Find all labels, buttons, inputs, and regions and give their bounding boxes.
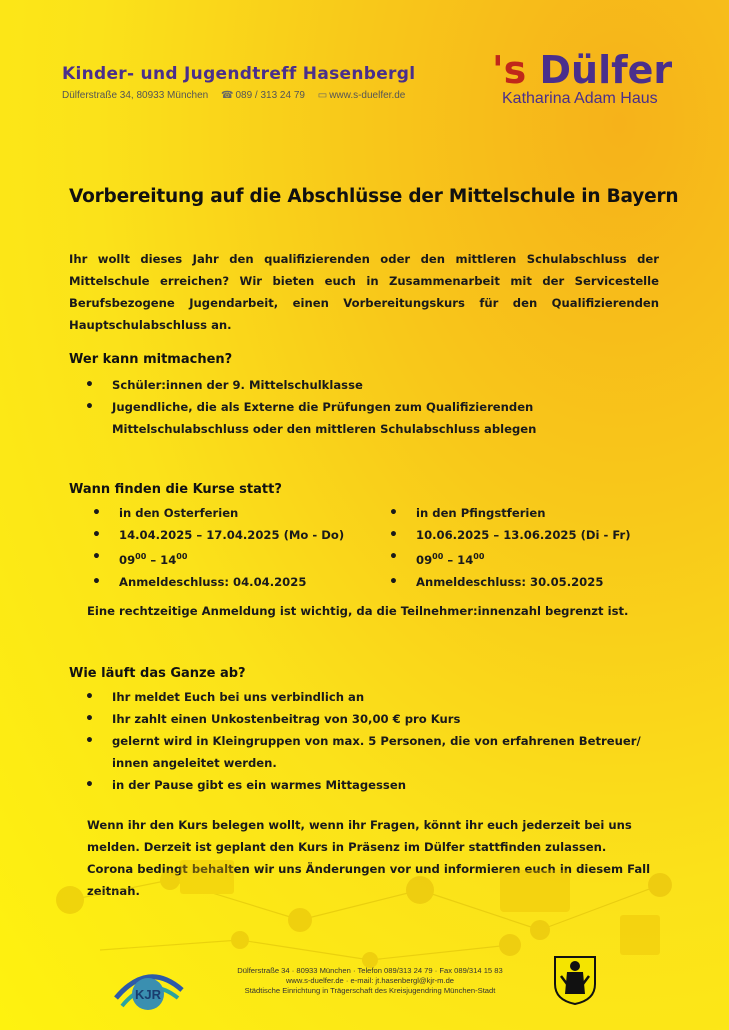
- list-item: • 14.04.2025 – 17.04.2025 (Mo - Do): [92, 524, 344, 546]
- brand-logo: [492, 50, 672, 108]
- computer-icon: ▭: [317, 90, 328, 101]
- list-item: • in den Osterferien: [92, 502, 344, 524]
- brand-apostrophe: 's: [492, 48, 527, 92]
- section-title-how: Wie läuft das Ganze ab?: [69, 666, 246, 681]
- who-list: [85, 374, 645, 440]
- list-item: • Jugendliche, die als Externe die Prüfungen zum Qualifizierenden Mittelschulabschluss oder den mittleren Schulabschluss ablegen: [85, 396, 645, 440]
- intro-paragraph: Ihr wollt dieses Jahr den qualifizierenden oder den mittleren Schulabschluss der Mittelschule erreichen? Wir bieten euch in Zusammenarbeit mit der Servicestelle Berufsbezogene Jugendarbeit, einen Vorbereitungskurs für den Qualifizierenden Hauptschulabschluss an.: [69, 252, 659, 332]
- list-item: • $09^{00} - 14^{00}$: [389, 546, 631, 571]
- list-item: • gelernt wird in Kleingruppen von max. 5 Personen, die von erfahrenen Betreuer/ innen angeleitet werden.: [85, 730, 645, 774]
- footer-contact: [200, 966, 540, 996]
- footer-line-2: www.s-duelfer.de · e-mail: jt.hasenbergl@kjr-m.de: [285, 976, 455, 985]
- list-item: • in den Pfingstferien: [389, 502, 631, 524]
- munich-coat-of-arms-icon: [552, 954, 598, 1006]
- easter-course-list: [92, 502, 344, 593]
- closing-paragraph: Wenn ihr den Kurs belegen wollt, wenn ihr Fragen, könnt ihr euch jederzeit bei uns melden. Derzeit ist geplant den Kurs in Präsenz im Dülfer stattfinden zulassen. Corona bedingt behalten wir uns Änderungen vor und informieren euch in diesem Fall zeitnah.: [87, 818, 651, 898]
- footer-line-3: Städtische Einrichtung in Trägerschaft des Kreisjugendring München-Stadt: [244, 986, 496, 995]
- phone: 089 / 313 24 79: [235, 90, 305, 101]
- section-title-who: Wer kann mitmachen?: [69, 352, 233, 367]
- phone-icon: ☎: [220, 90, 234, 101]
- how-list: [85, 686, 645, 796]
- brand-name: [492, 50, 672, 90]
- contact-line: [62, 90, 405, 101]
- list-item: • in der Pause gibt es ein warmes Mittagessen: [85, 774, 645, 796]
- list-item: • 10.06.2025 – 13.06.2025 (Di - Fr): [389, 524, 631, 546]
- brand-word: Dülfer: [539, 48, 673, 92]
- document-body: [69, 186, 679, 898]
- kjr-logo: [108, 950, 188, 1018]
- kjr-logo-text: KJR: [134, 987, 162, 1002]
- registration-note: Eine rechtzeitige Anmeldung ist wichtig, da die Teilnehmer:innenzahl begrenzt ist.: [87, 604, 629, 618]
- website[interactable]: www.s-duelfer.de: [329, 90, 406, 101]
- brand-subtitle: Katharina Adam Haus: [502, 90, 658, 107]
- footer-line-1: Dülferstraße 34 · 80933 München · Telefon 089/313 24 79 · Fax 089/314 15 83: [237, 966, 503, 975]
- list-item: • $09^{00} - 14^{00}$: [92, 546, 344, 571]
- list-item: • Anmeldeschluss: 30.05.2025: [389, 571, 631, 593]
- list-item: • Ihr zahlt einen Unkostenbeitrag von 30,00 € pro Kurs: [85, 708, 645, 730]
- address: Dülferstraße 34, 80933 München: [62, 90, 209, 101]
- letterhead: [62, 48, 673, 124]
- org-name: Kinder- und Jugendtreff Hasenbergl: [62, 64, 416, 84]
- page-title: Vorbereitung auf die Abschlüsse der Mittelschule in Bayern: [69, 186, 679, 207]
- pentecost-course-list: [389, 502, 631, 593]
- list-item: • Anmeldeschluss: 04.04.2025: [92, 571, 344, 593]
- list-item: • Schüler:innen der 9. Mittelschulklasse: [85, 374, 645, 396]
- section-title-when: Wann finden die Kurse statt?: [69, 482, 282, 497]
- footer: [0, 958, 729, 1030]
- list-item: • Ihr meldet Euch bei uns verbindlich an: [85, 686, 645, 708]
